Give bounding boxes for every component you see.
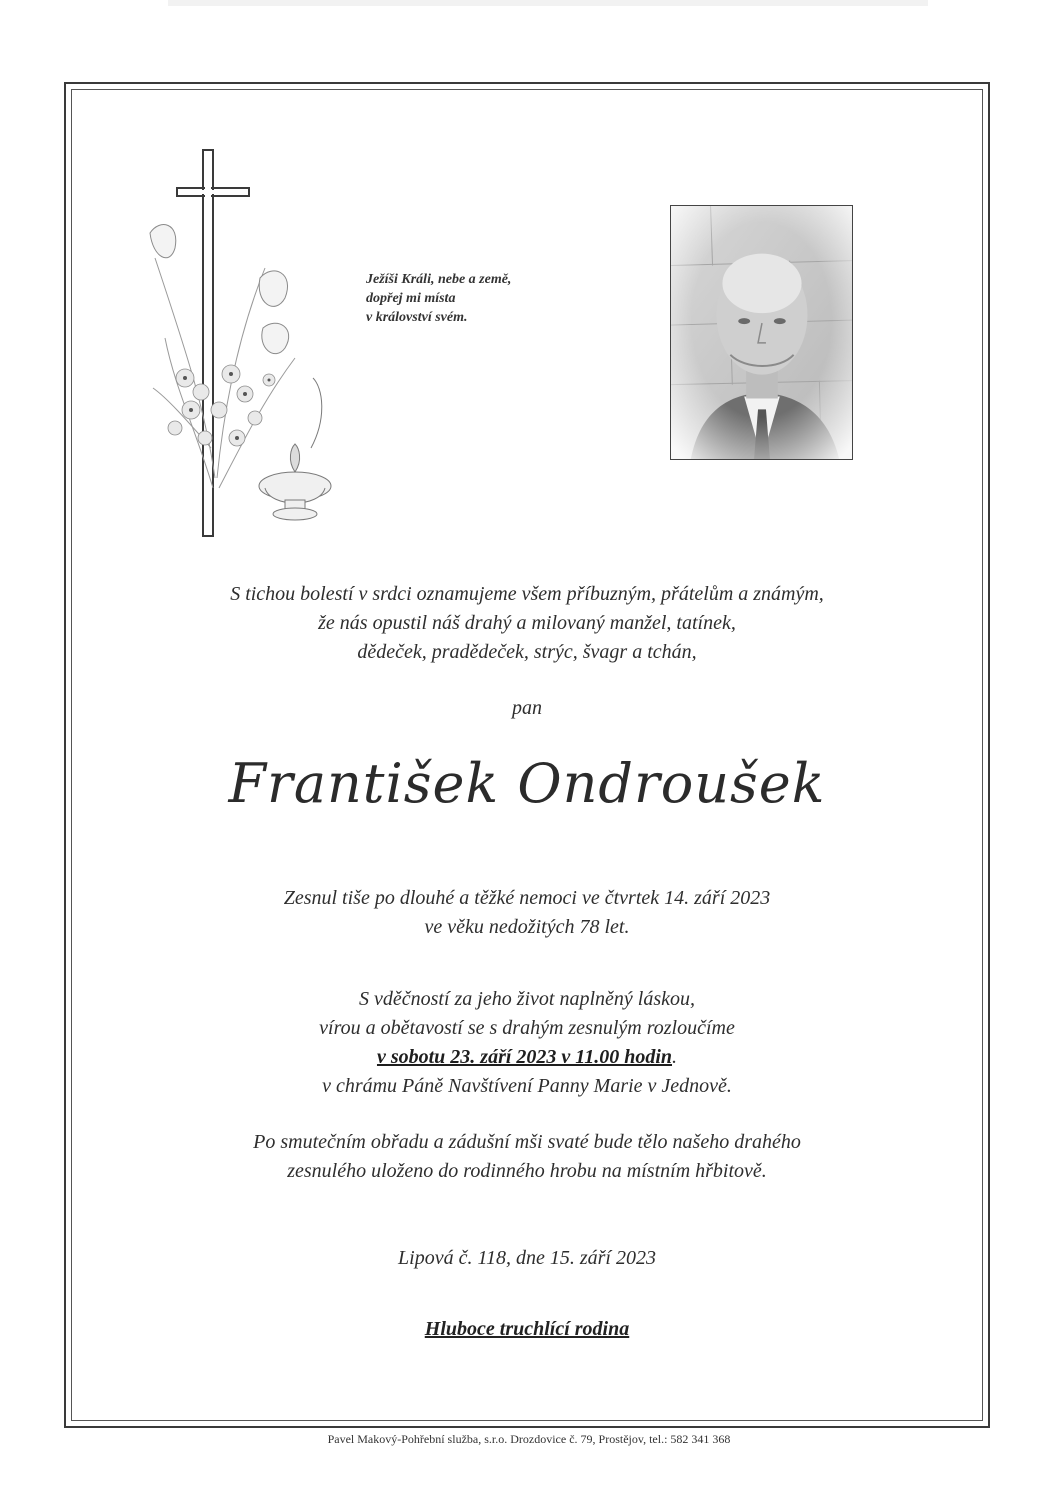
portrait-photo — [670, 205, 853, 460]
death-notice — [64, 884, 990, 942]
ceremony-notice — [64, 985, 990, 1101]
text-line: zesnulého uloženo do rodinného hrobu na místním hřbitově. — [287, 1160, 767, 1182]
text-line: ve věku nedožitých 78 let. — [424, 916, 630, 938]
text-line: v chrámu Páně Navštívení Panny Marie v Jednově. — [322, 1075, 732, 1097]
text-line: Zesnul tiše po dlouhé a těžké nemoci ve čtvrtek 14. září 2023 — [283, 887, 771, 909]
text-line: S tichou bolestí v srdci oznamujeme všem příbuzným, přátelům a známým, — [230, 583, 824, 605]
ceremony-time-suffix: . — [672, 1046, 678, 1068]
text-line: dědeček, pradědeček, strýc, švagr a tchán, — [357, 641, 697, 663]
ceremony-time: v sobotu 23. září 2023 v 11.00 hodin — [376, 1046, 673, 1068]
oil-lamp-icon — [259, 378, 331, 520]
text-line: Po smutečním obřadu a zádušní mši svaté bude tělo našeho drahého — [253, 1131, 801, 1153]
text-line: že nás opustil náš drahý a milovaný manžel, tatínek, — [318, 612, 736, 634]
burial-notice — [64, 1128, 990, 1186]
announcement-text — [64, 580, 990, 667]
family-signature: Hluboce truchlící rodina — [424, 1318, 630, 1340]
deceased-name: František Ondroušek — [228, 752, 826, 815]
salutation: pan — [512, 697, 542, 719]
scan-edge-mark — [168, 0, 928, 6]
verse-line: Ježíši Králi, nebe a země, — [366, 272, 512, 287]
verse-line: v království svém. — [366, 310, 468, 325]
funeral-service-footer: Pavel Makový-Pohřební služba, s.r.o. Drozdovice č. 79, Prostějov, tel.: 582 341 368 — [327, 1432, 731, 1446]
cross-icon — [177, 150, 249, 536]
place-and-date: Lipová č. 118, dne 15. září 2023 — [398, 1247, 656, 1269]
verse-quote — [366, 270, 606, 327]
text-line: S vděčností za jeho život naplněný láskou, — [358, 988, 696, 1010]
text-line: vírou a obětavostí se s drahým zesnulým rozloučíme — [319, 1017, 735, 1039]
cross-with-lilies-illustration — [145, 148, 345, 548]
ceremony-time-line — [64, 1043, 990, 1072]
verse-line: dopřej mi místa — [366, 291, 456, 306]
